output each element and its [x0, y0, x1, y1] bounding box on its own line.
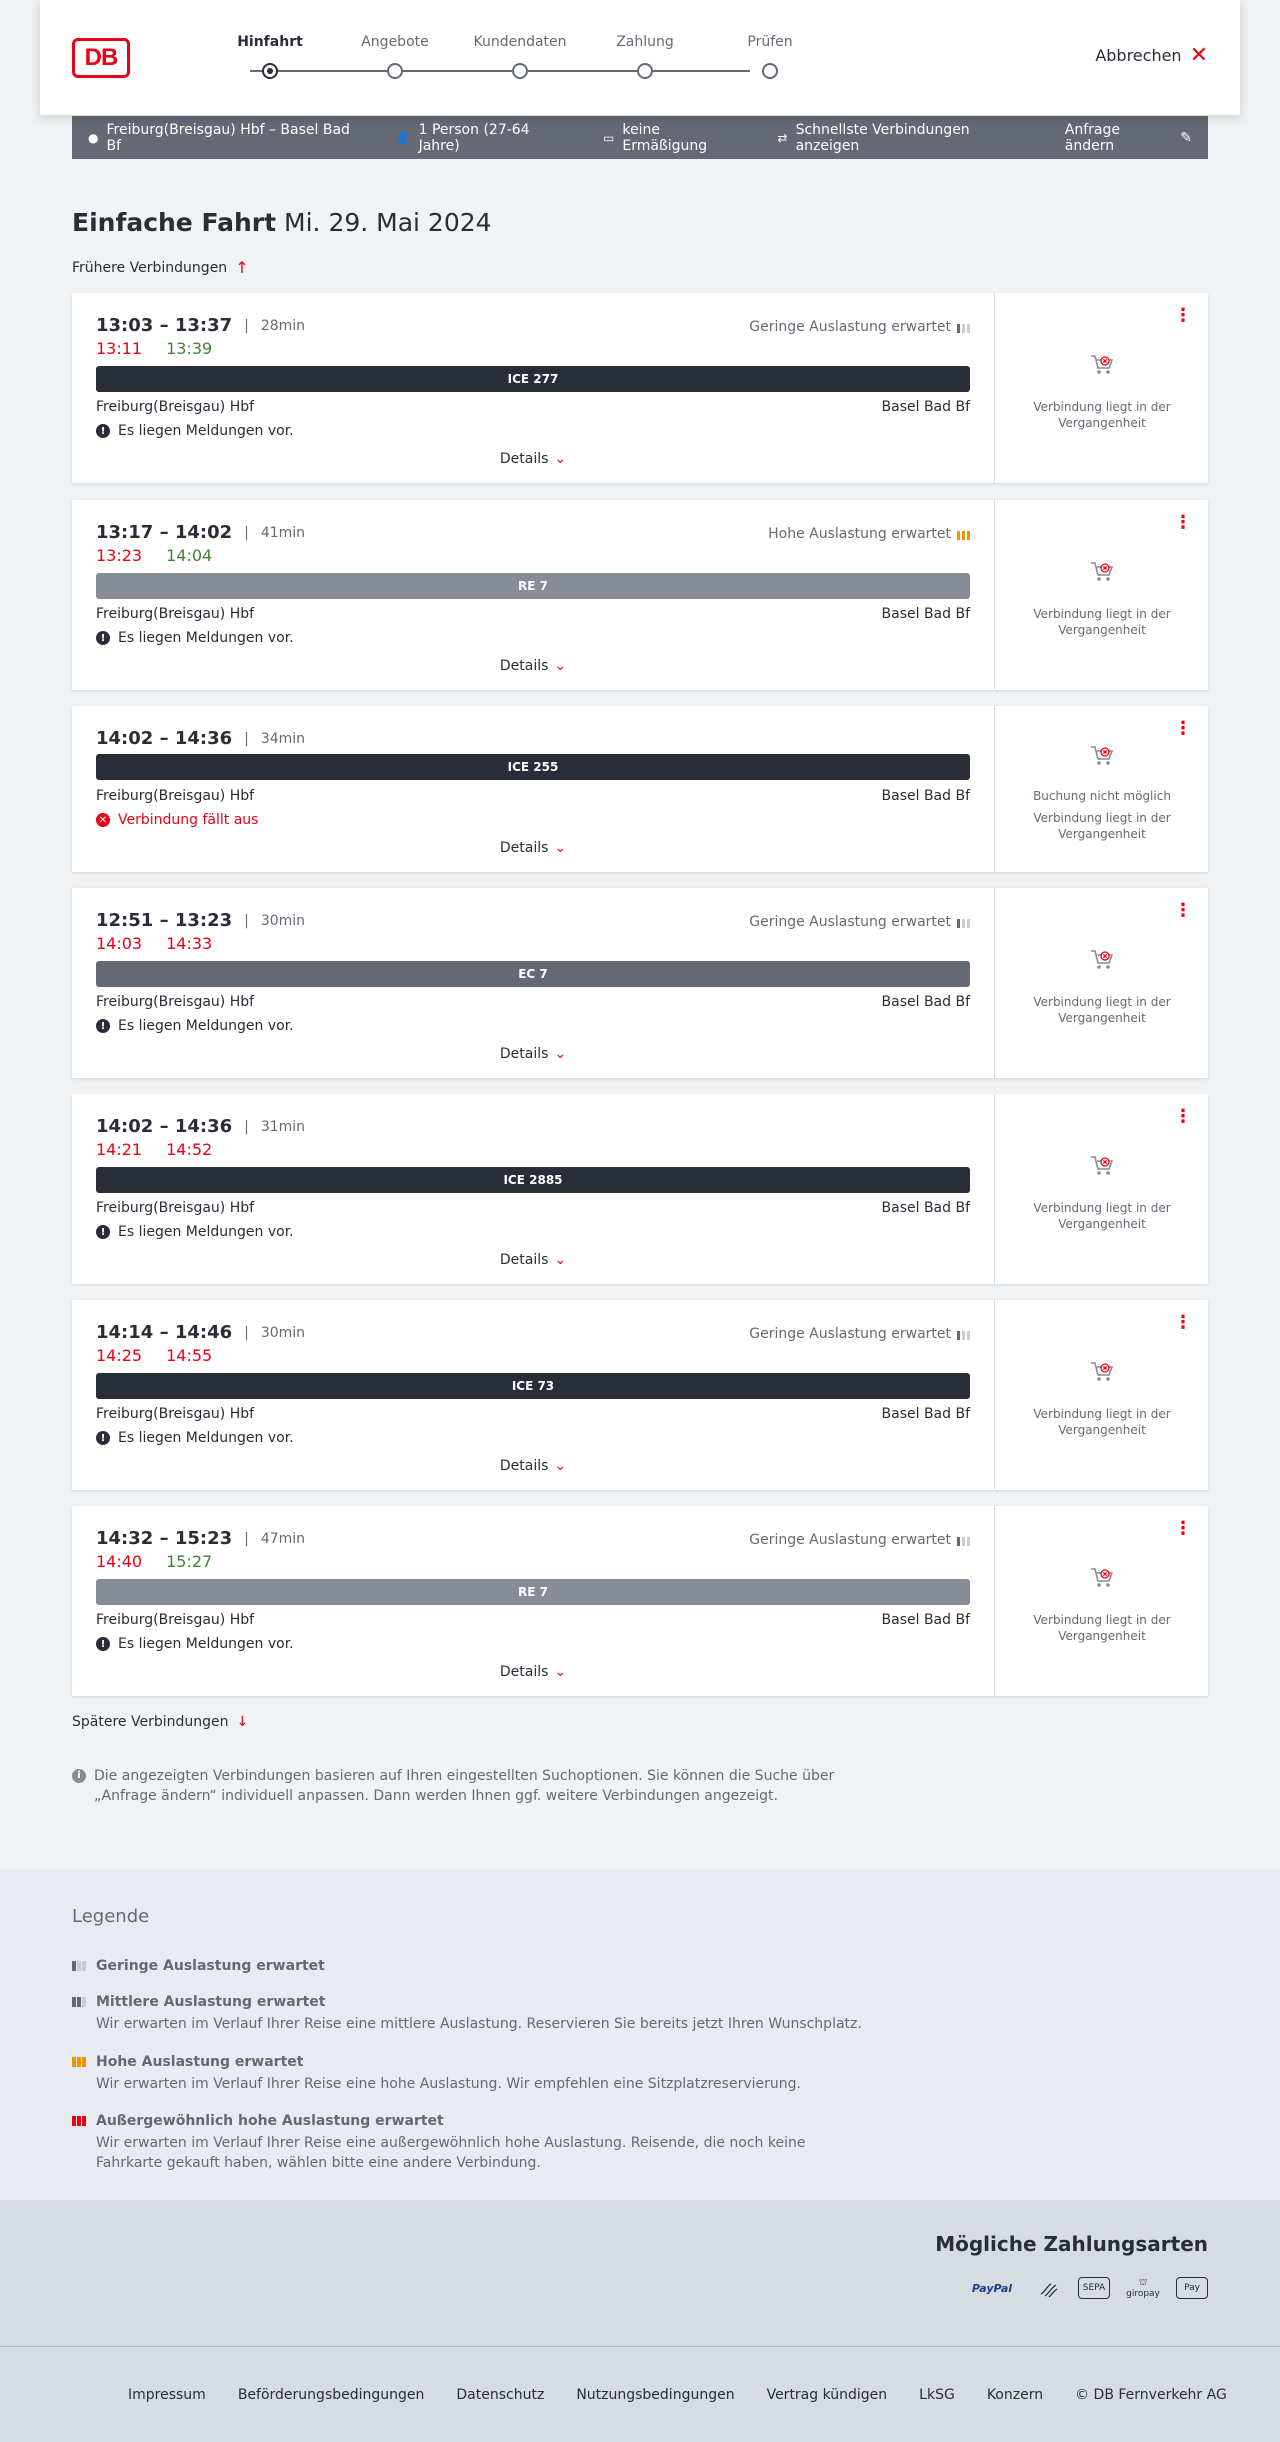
past-connection-note: Verbindung liegt in der Vergangenheit [1033, 607, 1171, 637]
realtime-times [96, 934, 236, 953]
step-label: Angebote [361, 34, 429, 50]
cancel-label: Abbrechen [1095, 46, 1182, 65]
legend-title: Legende [72, 1906, 150, 1927]
chevron-down-icon: ⌄ [554, 1664, 567, 1680]
realtime-departure: 13:11 [96, 339, 143, 358]
legend-description: Wir erwarten im Verlauf Ihrer Reise eine mittlere Auslastung. Reservieren Sie bereits jetzt Ihren Wunschplatz. [96, 2016, 862, 2032]
step-label: Kundendaten [473, 34, 567, 50]
destination-station: Basel Bad Bf [881, 1200, 970, 1216]
person-icon: 👤 [395, 130, 411, 145]
past-connection-note: Verbindung liegt in der Vergangenheit [1033, 811, 1171, 841]
origin-station: Freiburg(Breisgau) Hbf [96, 1612, 255, 1628]
realtime-times [96, 1346, 236, 1365]
cancellation-notice [96, 812, 258, 828]
step-dot-icon [387, 63, 403, 79]
legend-heading-text: Außergewöhnlich hohe Auslastung erwartet [96, 2113, 444, 2129]
load-text: Geringe Auslastung erwartet [749, 1326, 951, 1342]
realtime-arrival: 13:39 [166, 339, 213, 358]
cancel-circle-icon: ✕ [96, 813, 110, 827]
connection-main [72, 1300, 994, 1490]
realtime-departure: 14:21 [96, 1140, 143, 1159]
connection-main [72, 1506, 994, 1696]
step-label: Zahlung [616, 34, 674, 50]
chevron-down-icon: ⌄ [554, 1252, 567, 1268]
past-connection-note: Verbindung liegt in der Vergangenheit [1033, 995, 1171, 1025]
realtime-times [96, 339, 236, 358]
legend-heading-text: Mittlere Auslastung erwartet [96, 1994, 326, 2010]
past-connection-note: Verbindung liegt in der Vergangenheit [1033, 1613, 1171, 1643]
cart-disabled-icon [995, 1154, 1209, 1182]
past-connection-note: Verbindung liegt in der Vergangenheit [1033, 1407, 1171, 1437]
duration: 30min [260, 912, 306, 929]
connection-times [96, 522, 305, 543]
connection-times [96, 315, 305, 336]
connection-card[interactable] [72, 1094, 1208, 1284]
details-label: Details [499, 1046, 549, 1062]
summary-passengers [396, 122, 573, 154]
footer-link-impressum[interactable]: Impressum [128, 2387, 206, 2403]
alert-icon: ! [96, 1019, 110, 1033]
realtime-times [96, 1140, 236, 1159]
chevron-down-icon: ⌄ [554, 658, 567, 674]
alert-icon: ! [96, 424, 110, 438]
trip-type: Einfache Fahrt [72, 208, 277, 237]
location-pin-icon: ● [88, 130, 99, 145]
exceptional-load-icon [72, 2116, 86, 2126]
footer-link-datenschutz[interactable]: Datenschutz [456, 2387, 545, 2403]
message-text: Es liegen Meldungen vor. [118, 630, 294, 646]
separator: | [244, 1324, 249, 1341]
connection-times [96, 910, 305, 931]
connection-card[interactable] [72, 706, 1208, 872]
destination-station: Basel Bad Bf [881, 994, 970, 1010]
high-load-icon [72, 2057, 86, 2067]
train-bar: RE 7 [96, 573, 970, 599]
message-text: Es liegen Meldungen vor. [118, 1224, 294, 1240]
realtime-departure: 14:03 [96, 934, 143, 953]
separator: | [244, 912, 249, 929]
swap-arrows-icon: ⇄ [777, 130, 788, 145]
earlier-label: Frühere Verbindungen [72, 259, 228, 276]
message-text: Es liegen Meldungen vor. [118, 423, 294, 439]
train-bar: EC 7 [96, 961, 970, 987]
footer-link-befoerderungsbedingungen[interactable]: Beförderungsbedingungen [237, 2387, 425, 2403]
message-notice [96, 1224, 294, 1240]
connection-main [72, 500, 994, 690]
footer-link-vertrag-kuendigen[interactable]: Vertrag kündigen [766, 2387, 888, 2403]
step-label: Hinfahrt [237, 34, 303, 50]
step-dot-active-icon [262, 63, 278, 79]
destination-station: Basel Bad Bf [881, 788, 970, 804]
later-label: Spätere Verbindungen [72, 1714, 229, 1730]
low-load-icon [957, 916, 970, 928]
message-text: Es liegen Meldungen vor. [118, 1636, 294, 1652]
destination-station: Basel Bad Bf [881, 606, 970, 622]
step-angebote[interactable] [335, 34, 455, 54]
legend-entry-medium [72, 1994, 872, 2034]
summary-route [88, 122, 366, 154]
medium-load-icon [72, 1997, 86, 2007]
info-icon: i [72, 1769, 86, 1783]
search-summary-bar [72, 116, 1208, 159]
load-indicator [749, 319, 970, 335]
more-options-icon[interactable]: ⋮ [1174, 1518, 1192, 1539]
message-notice [96, 630, 294, 646]
destination-station: Basel Bad Bf [881, 1406, 970, 1422]
connection-side [994, 293, 1208, 483]
connection-side [994, 888, 1208, 1078]
destination-station: Basel Bad Bf [881, 1612, 970, 1628]
origin-station: Freiburg(Breisgau) Hbf [96, 1200, 255, 1216]
details-toggle[interactable] [72, 840, 994, 856]
option-text: Schnellste Verbindungen anzeigen [795, 121, 970, 154]
alert-icon: ! [96, 1637, 110, 1651]
arrow-down-icon: ↓ [236, 1714, 249, 1730]
realtime-departure: 13:23 [96, 546, 143, 565]
more-options-icon[interactable]: ⋮ [1174, 718, 1192, 739]
step-pruefen[interactable] [710, 34, 830, 54]
details-label: Details [499, 1664, 549, 1680]
edit-label: Anfrage ändern [1064, 121, 1120, 154]
step-label: Prüfen [747, 34, 793, 50]
chevron-down-icon: ⌄ [554, 840, 567, 856]
step-dot-icon [762, 63, 778, 79]
train-bar: ICE 73 [96, 1373, 970, 1399]
chevron-down-icon: ⌄ [554, 1046, 567, 1062]
cart-disabled-icon [995, 948, 1209, 976]
message-notice [96, 423, 294, 439]
planned-times: 14:02 – 14:36 [96, 1116, 233, 1137]
pencil-icon: ✎ [1180, 129, 1192, 146]
realtime-arrival: 14:33 [166, 934, 213, 953]
realtime-arrival: 14:04 [166, 546, 213, 565]
legend-heading [72, 2054, 872, 2070]
destination-station: Basel Bad Bf [881, 399, 970, 415]
message-text: Es liegen Meldungen vor. [118, 1018, 294, 1034]
message-notice [96, 1018, 294, 1034]
header [40, 0, 1240, 115]
details-toggle[interactable] [72, 1252, 994, 1268]
footer-copyright: © DB Fernverkehr AG [1075, 2387, 1227, 2403]
page-title [72, 208, 492, 237]
duration: 31min [260, 1118, 306, 1135]
realtime-departure: 14:40 [96, 1552, 143, 1571]
close-icon: ✕ [1189, 42, 1208, 68]
message-notice [96, 1430, 294, 1446]
connection-main [72, 888, 994, 1078]
connection-side [994, 1300, 1208, 1490]
legend-heading [72, 1958, 872, 1974]
realtime-arrival: 14:55 [166, 1346, 213, 1365]
origin-station: Freiburg(Breisgau) Hbf [96, 606, 255, 622]
more-options-icon[interactable]: ⋮ [1174, 512, 1192, 533]
cart-disabled-icon [995, 353, 1209, 381]
connection-main [72, 706, 994, 872]
step-dot-icon [637, 63, 653, 79]
connection-card[interactable] [72, 293, 1208, 483]
message-notice [96, 1636, 294, 1652]
load-text: Geringe Auslastung erwartet [749, 1532, 951, 1548]
details-toggle[interactable] [72, 1664, 994, 1680]
footer-links [128, 2387, 1227, 2403]
load-indicator [749, 1326, 970, 1342]
legend-entry-low [72, 1958, 872, 1974]
duration: 41min [260, 524, 306, 541]
connection-times [96, 1116, 305, 1137]
cancel-button[interactable] [1095, 42, 1208, 68]
origin-station: Freiburg(Breisgau) Hbf [96, 1406, 255, 1422]
realtime-arrival: 14:52 [166, 1140, 213, 1159]
details-toggle[interactable] [72, 451, 994, 467]
planned-times: 12:51 – 13:23 [96, 910, 233, 931]
chevron-down-icon: ⌄ [554, 1458, 567, 1474]
separator: | [244, 1530, 249, 1547]
legend-entry-exceptional [72, 2113, 872, 2173]
message-text: Es liegen Meldungen vor. [118, 1430, 294, 1446]
more-options-icon[interactable]: ⋮ [1174, 1312, 1192, 1333]
load-indicator [768, 526, 970, 542]
realtime-times [96, 546, 236, 565]
connection-main [72, 293, 994, 483]
giropay-icon [1126, 2274, 1160, 2302]
apple-pay-icon [1176, 2277, 1208, 2299]
legend-section [0, 1870, 1280, 2200]
connection-times [96, 728, 305, 749]
past-connection-note: Verbindung liegt in der Vergangenheit [1033, 1201, 1171, 1231]
later-connections-link[interactable] [72, 1714, 248, 1730]
stepper-line [250, 70, 750, 72]
connection-times [96, 1322, 305, 1343]
separator: | [244, 524, 249, 541]
bahncard-icon: ▭ [603, 130, 615, 145]
edit-request-button[interactable] [1065, 122, 1192, 154]
train-bar: ICE 2885 [96, 1167, 970, 1193]
separator: | [244, 317, 249, 334]
details-label: Details [499, 1252, 549, 1268]
cart-disabled-icon [995, 1566, 1209, 1594]
summary-discount [603, 122, 747, 154]
low-load-icon [72, 1961, 86, 1971]
arrow-up-icon: ↑ [235, 258, 249, 277]
connection-side [994, 500, 1208, 690]
footer-link-konzern[interactable]: Konzern [986, 2387, 1044, 2403]
more-options-icon[interactable]: ⋮ [1174, 900, 1192, 921]
load-text: Geringe Auslastung erwartet [749, 914, 951, 930]
more-options-icon[interactable]: ⋮ [1174, 305, 1192, 326]
origin-station: Freiburg(Breisgau) Hbf [96, 994, 255, 1010]
details-label: Details [499, 1458, 549, 1474]
apple-pay-label: Pay [1184, 2283, 1200, 2293]
low-load-icon [957, 1328, 970, 1340]
cancellation-text: Verbindung fällt aus [118, 812, 259, 828]
footer [0, 2346, 1280, 2442]
sepa-icon: SEPA [1078, 2277, 1110, 2299]
realtime-times [96, 1552, 236, 1571]
connection-main [72, 1094, 994, 1284]
step-dot-icon [512, 63, 528, 79]
separator: | [244, 1118, 249, 1135]
booking-not-possible-note: Buchung nicht möglich [1033, 789, 1171, 803]
passengers-text: 1 Person (27-64 Jahre) [418, 121, 530, 154]
connection-side [994, 1094, 1208, 1284]
payment-title: Mögliche Zahlungsarten [935, 2232, 1208, 2256]
details-toggle[interactable] [72, 1458, 994, 1474]
high-load-icon [957, 528, 970, 540]
legend-description: Wir erwarten im Verlauf Ihrer Reise eine hohe Auslastung. Wir empfehlen eine Sitzplatzreservierung. [96, 2076, 801, 2092]
duration: 28min [260, 317, 306, 334]
realtime-arrival: 15:27 [166, 1552, 213, 1571]
connection-times [96, 1528, 305, 1549]
cart-disabled-icon [995, 744, 1209, 772]
trip-date: Mi. 29. Mai 2024 [284, 208, 492, 237]
step-kundendaten[interactable] [460, 34, 580, 54]
train-bar: RE 7 [96, 1579, 970, 1605]
more-options-icon[interactable]: ⋮ [1174, 1106, 1192, 1127]
load-indicator [749, 1532, 970, 1548]
planned-times: 14:02 – 14:36 [96, 728, 233, 749]
duration: 34min [260, 730, 306, 747]
step-hinfahrt[interactable] [210, 34, 330, 54]
connection-card[interactable] [72, 888, 1208, 1078]
discount-text: keine Ermäßigung [622, 121, 708, 154]
paypal-icon: PayPal [971, 2281, 1013, 2295]
details-label: Details [499, 840, 549, 856]
cart-disabled-icon [995, 1360, 1209, 1388]
train-bar: ICE 277 [96, 366, 970, 392]
planned-times: 14:14 – 14:46 [96, 1322, 233, 1343]
legend-heading-text: Geringe Auslastung erwartet [96, 1958, 325, 1974]
planned-times: 14:32 – 15:23 [96, 1528, 233, 1549]
low-load-icon [957, 1534, 970, 1546]
alert-icon: ! [96, 631, 110, 645]
info-text: Die angezeigten Verbindungen basieren auf Ihren eingestellten Suchoptionen. Sie können die Suche über „Anfrage ändern“ individuell anpassen. Dann werden Ihnen ggf. weitere Verbindungen angezeigt. [94, 1768, 835, 1804]
chevron-down-icon: ⌄ [554, 451, 567, 467]
connection-side [994, 706, 1208, 872]
db-logo[interactable]: DB [72, 38, 130, 78]
details-toggle[interactable] [72, 658, 994, 674]
connection-card[interactable] [72, 500, 1208, 690]
summary-option [778, 122, 1035, 154]
legend-entry-high [72, 2054, 872, 2094]
details-toggle[interactable] [72, 1046, 994, 1062]
connection-side [994, 1506, 1208, 1696]
giropay-symbol-icon: ⛫ [1138, 2277, 1148, 2288]
load-text: Geringe Auslastung erwartet [749, 319, 951, 335]
earlier-connections-link[interactable] [72, 258, 249, 277]
alert-icon: ! [96, 1431, 110, 1445]
legend-heading-text: Hohe Auslastung erwartet [96, 2054, 304, 2070]
load-indicator [749, 914, 970, 930]
alert-icon: ! [96, 1225, 110, 1239]
legend-description: Wir erwarten im Verlauf Ihrer Reise eine außergewöhnlich hohe Auslastung. Reisende, die noch keine Fahrkarte gekauft haben, wählen bitte eine andere Verbindung. [96, 2135, 806, 2171]
planned-times: 13:03 – 13:37 [96, 315, 233, 336]
progress-stepper [210, 34, 793, 84]
footer-link-lksg[interactable]: LkSG [919, 2387, 955, 2403]
legend-heading [72, 2113, 872, 2129]
payment-methods-section [0, 2200, 1280, 2346]
cart-disabled-icon [995, 560, 1209, 588]
details-label: Details [499, 451, 549, 467]
origin-station: Freiburg(Breisgau) Hbf [96, 399, 255, 415]
connection-card[interactable] [72, 1506, 1208, 1696]
legend-heading [72, 1994, 872, 2010]
connection-card[interactable] [72, 1300, 1208, 1490]
payment-methods [964, 2274, 1208, 2302]
planned-times: 13:17 – 14:02 [96, 522, 233, 543]
separator: | [244, 730, 249, 747]
past-connection-note: Verbindung liegt in der Vergangenheit [1033, 400, 1171, 430]
giropay-label: giropay [1126, 2288, 1160, 2299]
realtime-departure: 14:25 [96, 1346, 143, 1365]
origin-station: Freiburg(Breisgau) Hbf [96, 788, 255, 804]
details-label: Details [499, 658, 549, 674]
duration: 47min [260, 1530, 306, 1547]
load-text: Hohe Auslastung erwartet [768, 526, 951, 542]
route-text: Freiburg(Breisgau) Hbf – Basel Bad Bf [106, 121, 350, 154]
duration: 30min [260, 1324, 306, 1341]
train-bar: ICE 255 [96, 754, 970, 780]
step-zahlung[interactable] [585, 34, 705, 54]
footer-link-nutzungsbedingungen[interactable]: Nutzungsbedingungen [576, 2387, 735, 2403]
credit-card-icon [1036, 2274, 1062, 2302]
low-load-icon [957, 321, 970, 333]
search-info-note [72, 1766, 852, 1806]
